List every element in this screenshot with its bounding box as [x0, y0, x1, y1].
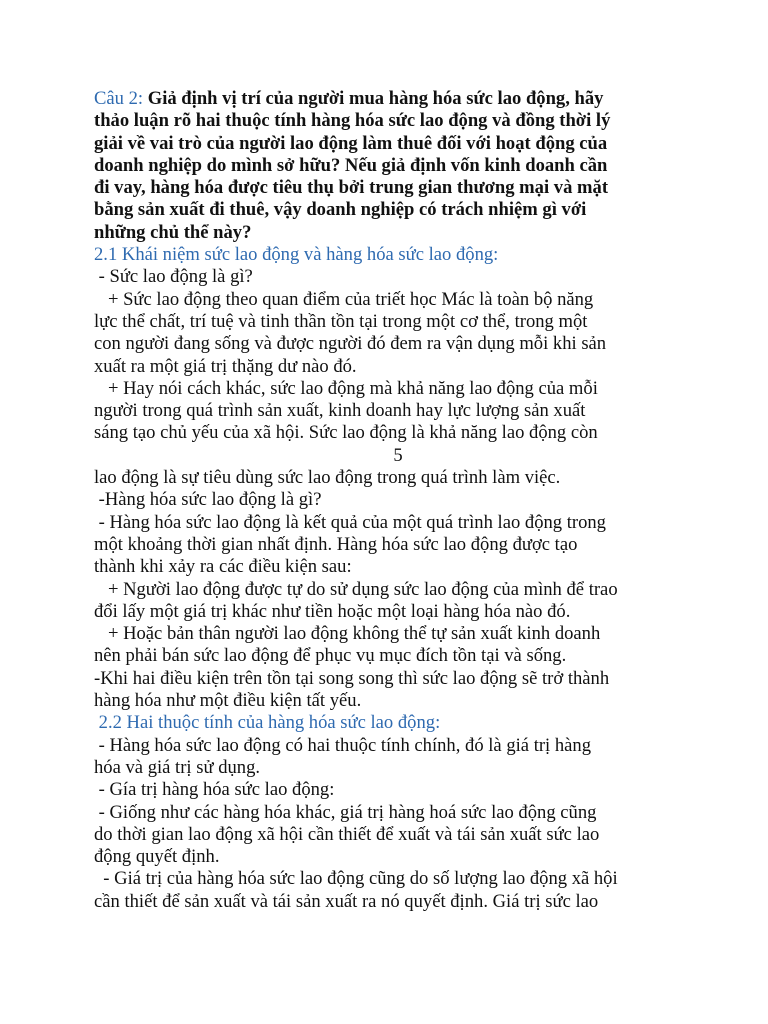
body-text-line: + Sức lao động theo quan điểm của triết học Mác là toàn bộ năng [94, 288, 594, 310]
section-heading-2-2: 2.2 Hai thuộc tính của hàng hóa sức lao động: [94, 712, 441, 734]
body-text-line: - Hàng hóa sức lao động là kết quả của một quá trình lao động trong [94, 511, 606, 533]
body-text-line: đổi lấy một giá trị khác như tiền hoặc một loại hàng hóa nào đó. [94, 600, 571, 622]
page-number: 5 [393, 444, 403, 466]
body-text-line: sáng tạo chủ yếu của xã hội. Sức lao động là khả năng lao động còn [94, 422, 598, 444]
question-text-line: giải về vai trò của người lao động làm thuê đối với hoạt động của [94, 132, 608, 154]
body-text-line: do thời gian lao động xã hội cần thiết để xuất và tái sản xuất sức lao [94, 823, 600, 845]
body-text-line: - Gía trị hàng hóa sức lao động: [94, 779, 335, 801]
body-text-line: người trong quá trình sản xuất, kinh doanh hay lực lượng sản xuất [94, 400, 586, 422]
body-text-line: nên phải bán sức lao động để phục vụ mục đích tồn tại và sống. [94, 645, 567, 667]
body-text-line: cần thiết để sản xuất và tái sản xuất ra nó quyết định. Giá trị sức lao [94, 890, 599, 912]
body-text-line: -Khi hai điều kiện trên tồn tại song song thì sức lao động sẽ trở thành [94, 667, 610, 689]
body-text-line: thành khi xảy ra các điều kiện sau: [94, 556, 352, 578]
section-heading-2-1: 2.1 Khái niệm sức lao động và hàng hóa sức lao động: [94, 244, 499, 266]
question-line [94, 88, 694, 110]
question-text-line: thảo luận rõ hai thuộc tính hàng hóa sức lao động và đồng thời lý [94, 110, 611, 132]
question-text-line: doanh nghiệp do mình sở hữu? Nếu giả định vốn kinh doanh cần [94, 154, 608, 176]
body-text-line: + Người lao động được tự do sử dụng sức lao động của mình để trao [94, 578, 618, 600]
body-text-line: - Giống như các hàng hóa khác, giá trị hàng hoá sức lao động cũng [94, 801, 597, 823]
body-text-line: lao động là sự tiêu dùng sức lao động trong quá trình làm việc. [94, 467, 561, 489]
body-text-line: xuất ra một giá trị thặng dư nào đó. [94, 355, 357, 377]
body-text-line: + Hay nói cách khác, sức lao động mà khả năng lao động của mỗi [94, 377, 598, 399]
question-text-line: Giả định vị trí của người mua hàng hóa sức lao động, hãy [147, 88, 604, 109]
body-text-line: hàng hóa như một điều kiện tất yếu. [94, 690, 362, 712]
body-text-line: - Giá trị của hàng hóa sức lao động cũng do số lượng lao động xã hội [94, 868, 618, 890]
body-text-line: lực thể chất, trí tuệ và tinh thần tồn tại trong một cơ thể, trong một [94, 310, 588, 332]
body-text-line: -Hàng hóa sức lao động là gì? [94, 489, 322, 511]
body-text-line: hóa và giá trị sử dụng. [94, 756, 261, 778]
body-text-line: + Hoặc bản thân người lao động không thể tự sản xuất kinh doanh [94, 623, 601, 645]
question-label: Câu 2 [94, 88, 138, 109]
body-text-line: - Hàng hóa sức lao động có hai thuộc tính chính, đó là giá trị hàng [94, 734, 592, 756]
body-text-line: động quyết định. [94, 846, 220, 868]
question-text-line: đi vay, hàng hóa được tiêu thụ bởi trung gian thương mại và mặt [94, 177, 609, 199]
document-page [94, 88, 694, 913]
body-text-line: một khoảng thời gian nhất định. Hàng hóa sức lao động được tạo [94, 533, 578, 555]
question-text-line: những chủ thể này? [94, 221, 252, 243]
question-text-line: bằng sản xuất đi thuê, vậy doanh nghiệp có trách nhiệm gì với [94, 199, 587, 221]
question-colon: : [137, 88, 148, 109]
body-text-line: con người đang sống và được người đó đem ra vận dụng mỗi khi sản [94, 333, 607, 355]
body-text-line: - Sức lao động là gì? [94, 266, 253, 288]
